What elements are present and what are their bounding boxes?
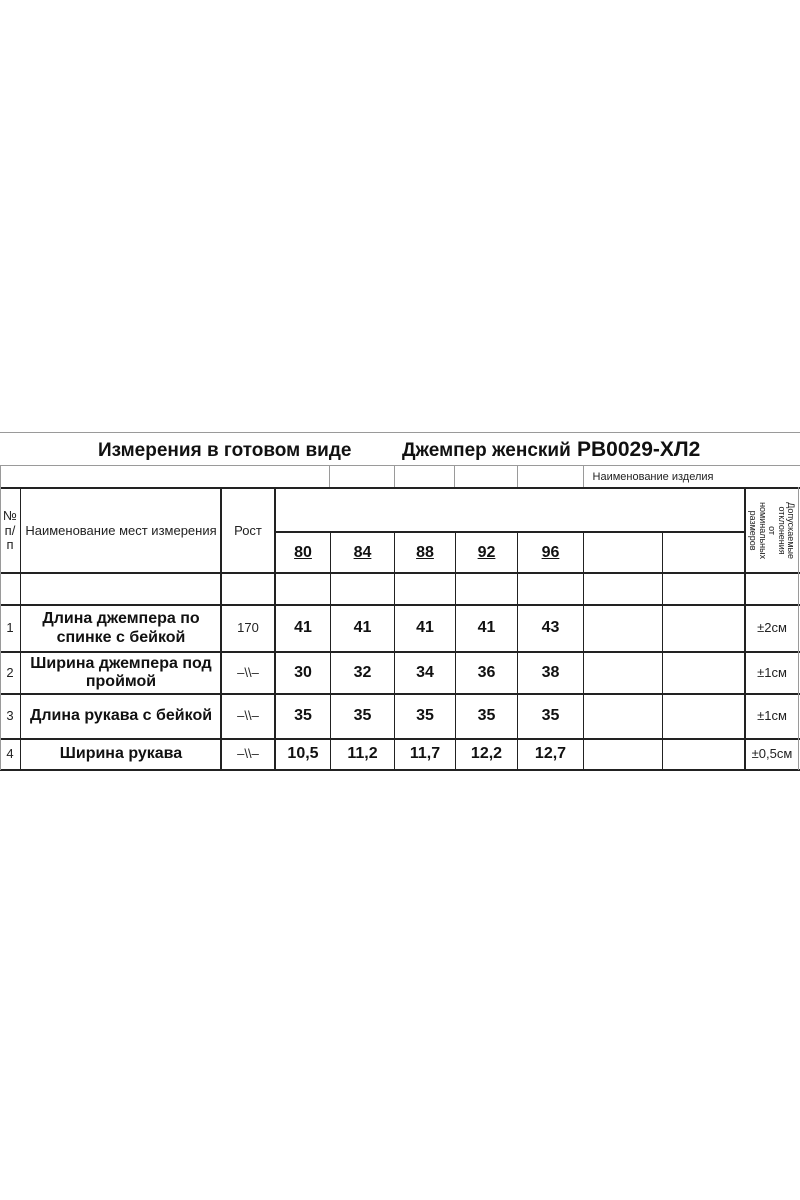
row-height: –\\– xyxy=(237,746,259,762)
grid-line xyxy=(394,465,395,487)
row-size-value: 36 xyxy=(477,663,496,681)
row-tolerance: ±2см xyxy=(757,620,787,636)
grid-line xyxy=(662,531,663,770)
row-size-value: 32 xyxy=(353,663,372,681)
grid-line xyxy=(517,465,518,487)
col-tolerance-header xyxy=(746,490,798,572)
row-size-value: 35 xyxy=(294,707,312,725)
grid-line xyxy=(275,531,745,533)
row-size-value: 41 xyxy=(477,619,496,637)
row-measure-name: Ширина рукава xyxy=(59,745,183,763)
row-measure-name: Длина рукава с бейкой xyxy=(29,707,213,725)
row-size-value: 10,5 xyxy=(287,745,319,763)
row-size-value: 35 xyxy=(541,707,560,725)
col-number-header: № п/ п xyxy=(3,507,17,553)
model-code: РВ0029-ХЛ2 xyxy=(577,437,701,461)
product-name-label: Наименование изделия xyxy=(592,470,714,483)
size-header: 92 xyxy=(477,543,496,561)
grid-line xyxy=(798,487,799,770)
row-measure-name: Ширина джемпера под проймой xyxy=(30,654,212,690)
row-tolerance: ±0,5см xyxy=(751,746,793,762)
row-number: 3 xyxy=(6,708,14,724)
row-number: 4 xyxy=(6,746,14,762)
grid-line xyxy=(0,487,800,489)
grid-line xyxy=(329,465,330,487)
row-size-value: 35 xyxy=(416,707,434,725)
col-measure-header: Наименование мест измерения xyxy=(25,522,217,538)
row-tolerance: ±1см xyxy=(757,664,787,680)
size-header: 84 xyxy=(353,543,372,561)
document-title: Измерения в готовом виде xyxy=(98,440,352,462)
grid-line xyxy=(583,531,584,770)
grid-line xyxy=(0,432,800,433)
row-height: 170 xyxy=(237,620,259,636)
product-title: Джемпер женский xyxy=(402,440,571,462)
row-size-value: 12,7 xyxy=(534,745,567,763)
row-size-value: 30 xyxy=(294,663,312,681)
row-size-value: 11,7 xyxy=(409,745,441,763)
grid-line xyxy=(454,465,455,487)
size-header: 80 xyxy=(294,543,312,561)
row-size-value: 35 xyxy=(353,707,372,725)
row-size-value: 41 xyxy=(416,619,434,637)
row-size-value: 43 xyxy=(541,619,560,637)
row-number: 1 xyxy=(6,620,14,636)
grid-line xyxy=(0,769,800,771)
row-measure-name: Длина джемпера по спинке с бейкой xyxy=(42,610,200,646)
grid-line xyxy=(20,487,21,770)
grid-line xyxy=(0,572,800,574)
row-size-value: 34 xyxy=(416,663,434,681)
col-height-header: Рост xyxy=(234,522,262,538)
row-size-value: 41 xyxy=(294,619,312,637)
size-header: 96 xyxy=(541,543,560,561)
row-height: –\\– xyxy=(237,664,259,680)
row-size-value: 38 xyxy=(541,663,560,681)
row-size-value: 35 xyxy=(477,707,496,725)
row-size-value: 41 xyxy=(353,619,372,637)
row-size-value: 12,2 xyxy=(470,745,503,763)
col-tolerance-header-text: Допускаемые отклонения от номинальных размеров xyxy=(748,502,797,560)
row-number: 2 xyxy=(6,664,14,680)
size-header: 88 xyxy=(416,543,434,561)
row-tolerance: ±1см xyxy=(757,708,787,724)
row-size-value: 11,2 xyxy=(347,745,378,763)
row-height: –\\– xyxy=(237,708,259,724)
